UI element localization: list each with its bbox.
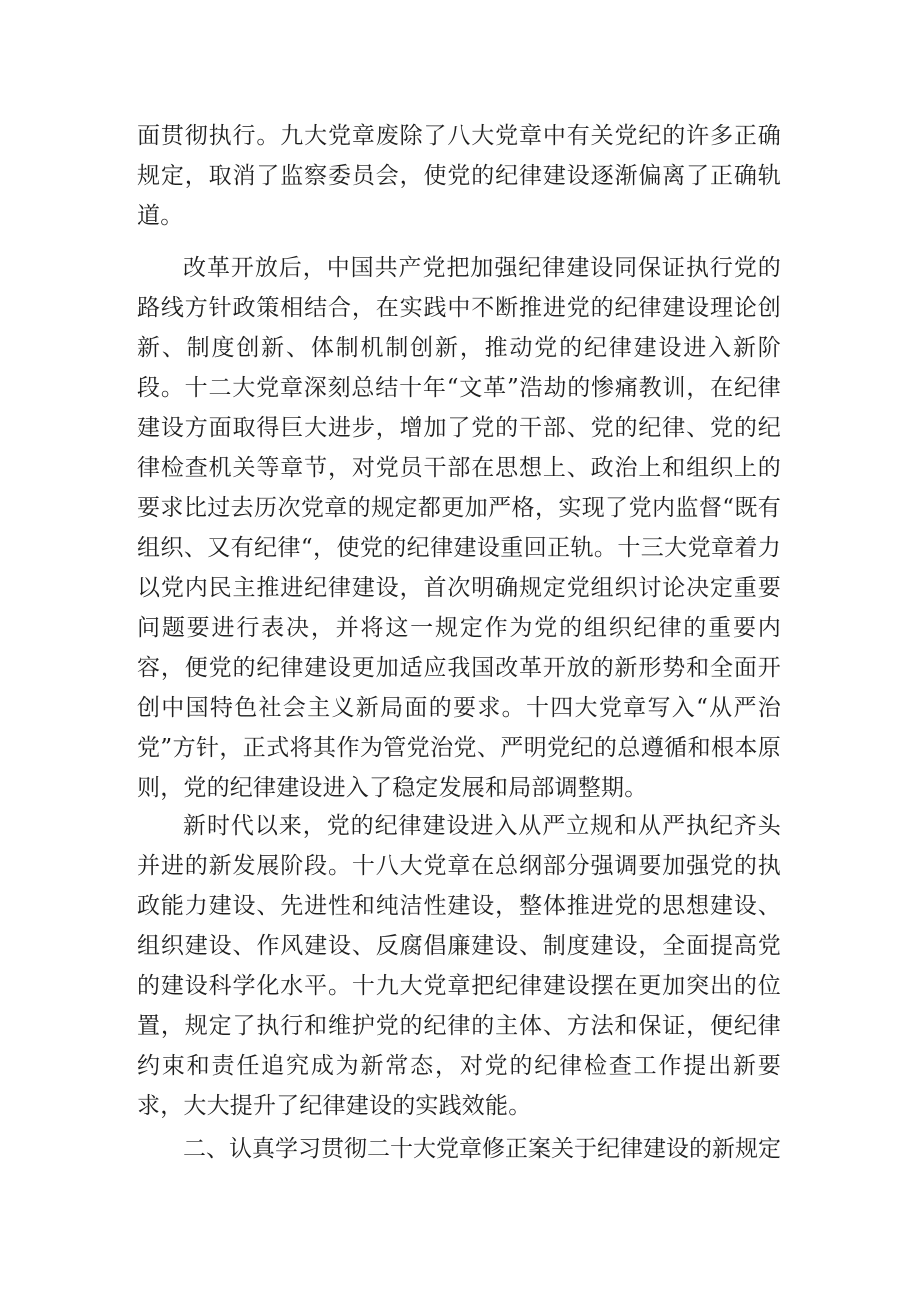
paragraph-1: 面贯彻执行。九大党章废除了八大党章中有关党纪的许多正确规定，取消了监察委员会，使党的纪律建设逐渐偏离了正确轨道。 — [137, 123, 781, 229]
section-heading: 二、认真学习贯彻二十大党章修正案关于纪律建设的新规定 — [183, 1136, 781, 1162]
paragraph-2: 改革开放后，中国共产党把加强纪律建设同保证执行党的路线方针政策相结合，在实践中不断推进党的纪律建设理论创新、制度创新、体制机制创新，推动党的纪律建设进入新阶段。十二大党章深刻总结十年“文革”浩劫的惨痛教训，在纪律建设方面取得巨大进步，增加了党的干部、党的纪律、党的纪律检查机关等章节，对党员干部在思想上、政治上和组织上的要求比过去历次党章的规定都更加严格，实现了党内监督“既有组织、又有纪律“，使党的纪律建设重回正轨。十三大党章着力以党内民主推进纪律建设，首次明确规定党组织讨论决定重要问题要进行表决，并将这一规定作为党的组织纪律的重要内容，便党的纪律建设更加适应我国改革开放的新形势和全面开创中国特色社会主义新局面的要求。十四大党章写入“从严治党”方针，正式将其作为管党治党、严明党纪的总遵循和根本原则，党的纪律建设进入了稳定发展和局部调整期。 — [137, 255, 781, 801]
paragraph-3: 新时代以来，党的纪律建设进入从严立规和从严执纪齐头并进的新发展阶段。十八大党章在总纲部分强调要加强党的执政能力建设、先进性和纯洁性建设，整体推进党的思想建设、组织建设、作风建设、反腐倡廉建设、制度建设，全面提高党的建设科学化水平。十九大党章把纪律建设摆在更加突出的位置，规定了执行和维护党的纪律的主体、方法和保证，便纪律约束和责任追究成为新常态，对党的纪律检查工作提出新要求，大大提升了纪律建设的实践效能。 — [137, 813, 781, 1119]
